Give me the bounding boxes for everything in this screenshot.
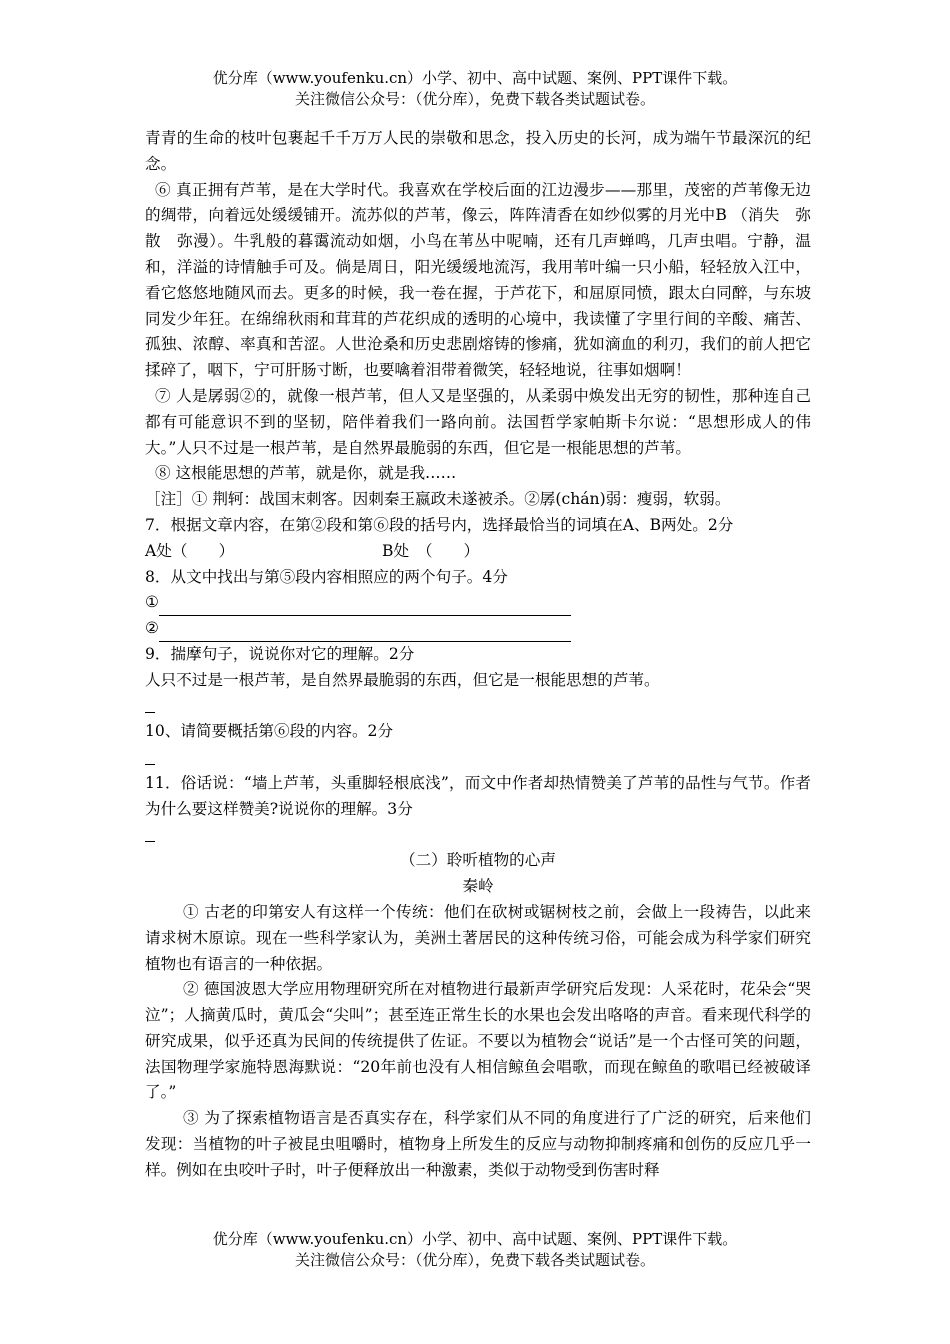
passage2-author: 秦岭: [462, 877, 494, 896]
question-7-options: [145, 539, 811, 565]
question-7-option-b[interactable]: B处 （ ）: [382, 541, 480, 560]
question-9-sentence: 人只不过是一根芦苇，是自然界最脆弱的东西，但它是一根能思想的芦苇。: [145, 670, 660, 689]
passage1-paragraph-8: ⑧ 这根能思想的芦苇，就是你，就是我……: [155, 464, 457, 483]
question-10: 10、请简要概括第⑥段的内容。2分: [145, 722, 394, 741]
question-8-answer-2[interactable]: [145, 616, 811, 642]
passage2-paragraph-2: ② 德国波恩大学应用物理研究所在对植物进行最新声学研究后发现：人采花时，花朵会“哭泣”；人摘黄瓜时，黄瓜会“尖叫”；甚至连正常生长的水果也会发出咯咯的声音。看来现代科学的研究成果，似乎还真为民间的传统提供了佐证。不要以为植物会“说话”是一个古怪可笑的问题，法国物理学家施特恩海默说：“20年前也没有人相信鲸鱼会唱歌，而现在鲸鱼的歌唱已经被破译了。”: [145, 980, 811, 1102]
passage2-paragraph-3: ③ 为了探索植物语言是否真实存在，科学家们从不同的角度进行了广泛的研究，后来他们发现：当植物的叶子被昆虫咀嚼时，植物身上所发生的反应与动物抑制疼痛和创伤的反应几乎一样。例如在虫咬叶子时，叶子便释放出一种激素，类似于动物受到伤害时释: [145, 1109, 811, 1179]
answer-marker-1: ①: [145, 593, 159, 612]
page-footer: [0, 1229, 950, 1271]
passage2-paragraph-1: ① 古老的印第安人有这样一个传统：他们在砍树或锯树枝之前，会做上一段祷告，以此来请求树木原谅。现在一些科学家认为，美洲土著居民的这种传统习俗，可能会成为科学家们研究植物也有语言的一种依据。: [145, 902, 811, 973]
footer-line-2: 关注微信公众号：（优分库），免费下载各类试题试卷。: [294, 1251, 655, 1269]
question-9-answer-blank[interactable]: [145, 694, 811, 720]
header-line-1: 优分库（www.youfenku.cn）小学、初中、高中试题、案例、PPT课件下载。: [212, 69, 738, 87]
question-8-answer-1[interactable]: [145, 590, 811, 616]
document-body: [145, 126, 811, 1184]
question-7: 7．根据文章内容，在第②段和第⑥段的括号内，选择最恰当的词填在A、B两处。2分: [145, 515, 734, 534]
passage2-title: （二）聆听植物的心声: [400, 851, 556, 870]
question-8: 8．从文中找出与第⑤段内容相照应的两个句子。4分: [145, 567, 508, 586]
page-header: [0, 68, 950, 110]
question-9: 9．揣摩句子，说说你对它的理解。2分: [145, 644, 415, 663]
question-10-answer-blank[interactable]: [145, 745, 811, 771]
answer-line[interactable]: [159, 623, 571, 642]
footer-line-1: 优分库（www.youfenku.cn）小学、初中、高中试题、案例、PPT课件下载。: [212, 1230, 738, 1248]
passage1-note: ［注］① 荆轲：战国末刺客。因刺秦王嬴政未遂被杀。②孱(chán)弱：瘦弱，软弱。: [145, 490, 731, 509]
passage1-intro: 青青的生命的枝叶包裹起千千万万人民的崇敬和思念，投入历史的长河，成为端午节最深沉的纪念。: [145, 129, 811, 173]
passage1-paragraph-6: ⑥ 真正拥有芦苇，是在大学时代。我喜欢在学校后面的江边漫步——那里，茂密的芦苇像无边的绸带，向着远处缓缓铺开。流苏似的芦苇，像云，阵阵清香在如纱似雾的月光中B （消失 弥散 弥漫）。牛乳般的暮霭流动如烟，小鸟在苇丛中呢喃，还有几声蝉鸣，几声虫唱。宁静，温和，洋溢的诗情触手可及。倘是周日，阳光缓缓地流泻，我用苇叶编一只小船，轻轻放入江中，看它悠悠地随风而去。更多的时候，我一卷在握，于芦花下，和屈原同愤，跟太白同醉，与东坡同发少年狂。在绵绵秋雨和茸茸的芦花织成的透明的心境中，我读懂了字里行间的辛酸、痛苦、孤独、浓醇、率真和苦涩。人世沧桑和历史悲剧熔铸的惨痛，犹如滴血的利刃，我们的前人把它揉碎了，咽下，宁可肝肠寸断，也要噙着泪带着微笑，轻轻地说，往事如烟啊！: [145, 180, 811, 380]
answer-marker-2: ②: [145, 619, 159, 638]
question-11-answer-blank[interactable]: [145, 823, 811, 849]
question-7-option-a[interactable]: A处（ ）: [145, 541, 235, 560]
passage1-paragraph-7: ⑦ 人是孱弱②的，就像一根芦苇，但人又是坚强的，从柔弱中焕发出无穷的韧性，那种连自己都有可能意识不到的坚韧，陪伴着我们一路向前。法国哲学家帕斯卡尔说：“思想形成人的伟大。”人只不过是一根芦苇，是自然界最脆弱的东西，但它是一根能思想的芦苇。: [145, 386, 811, 457]
question-11: 11．俗话说：“墙上芦苇，头重脚轻根底浅”，而文中作者却热情赞美了芦苇的品性与气节。作者为什么要这样赞美?说说你的理解。3分: [145, 773, 811, 818]
header-line-2: 关注微信公众号：（优分库），免费下载各类试题试卷。: [294, 90, 655, 108]
answer-line[interactable]: [159, 597, 571, 616]
